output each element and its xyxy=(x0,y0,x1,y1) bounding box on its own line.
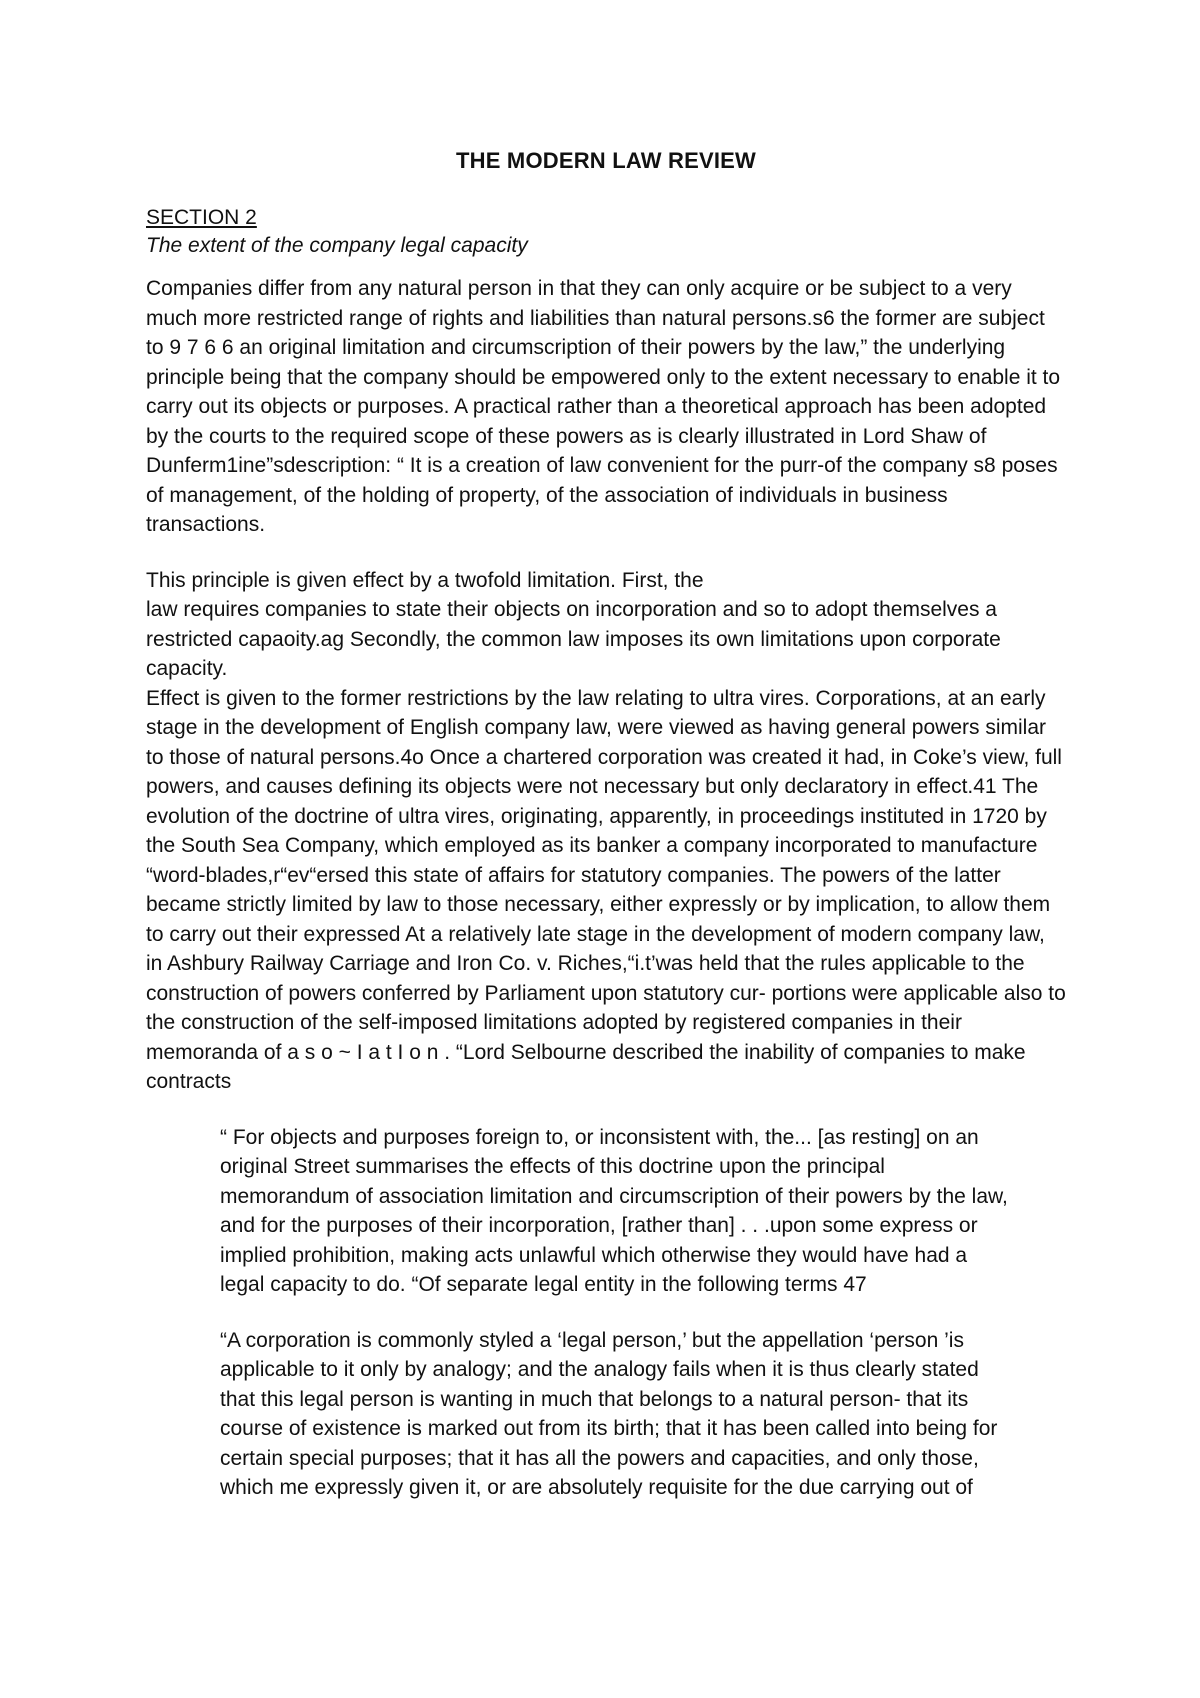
quote-spacer xyxy=(146,1300,1066,1326)
section-heading: SECTION 2 xyxy=(146,206,257,229)
block-quote-corporation: “A corporation is commonly styled a ‘legal person,’ but the appellation ‘person ’is applicable to it only by analogy; and the analogy fails when it is thus clearly stated that this legal person is wanting in much that belongs to a natural person- that its course of existence is marked out from its birth; that it has been called into being for certain special purposes; that it has all the powers and capacities, and only those, which me expressly given it, or are absolutely requisite for the due carrying out of xyxy=(220,1328,998,1499)
section-subtitle: The extent of the company legal capacity xyxy=(146,234,528,257)
paragraph-intro: Companies differ from any natural person in that they can only acquire or be subject to a very much more restricted range of rights and liabilities than natural persons.s6 the former are subject to 9 7 6 6 an original limitation and circumscription of their powers by the law,” the underlying principle being that the company should be empowered only to the extent necessary to enable it to carry out its objects or purposes. A practical rather than a theoretical approach has been adopted by the courts to the required scope of these powers as is clearly illustrated in Lord Shaw of Dunferm1ine”sdescription: “ It is a creation of law convenient for the purr-of the company s8 poses of management, of the holding of property, of the association of individuals in business transactions. xyxy=(146,277,1061,536)
document-page xyxy=(146,146,1066,1503)
paragraph-spacer xyxy=(146,540,1066,566)
paragraph-principle: This principle is given effect by a twofold limitation. First, the xyxy=(146,568,704,592)
quote-spacer xyxy=(146,1097,1066,1123)
paragraph-limitation: law requires companies to state their objects on incorporation and so to adopt themselves a restricted capaoity.ag Secondly, the common law imposes its own limitations upon corporate capacity. xyxy=(146,598,1001,680)
block-quote-selbourne: “ For objects and purposes foreign to, or inconsistent with, the... [as resting] on an original Street summarises the effects of this doctrine upon the principal memorandum of association limitation and circumscription of their powers by the law, and for the purposes of their incorporation, [rather than] . . .upon some express or implied prohibition, making acts unlawful which otherwise they would have had a legal capacity to do. “Of separate legal entity in the following terms 47 xyxy=(220,1125,1008,1296)
document-title: THE MODERN LAW REVIEW xyxy=(456,148,756,173)
paragraph-ultra-vires: Effect is given to the former restrictions by the law relating to ultra vires. Corporations, at an early stage in the development of English company law, were viewed as having general powers similar to those of natural persons.4o Once a chartered corporation was created it had, in Coke’s view, full powers, and causes defining its objects were not necessary but only declaratory in effect.41 The evolution of the doctrine of ultra vires, originating, apparently, in proceedings instituted in 1720 by the South Sea Company, which employed as its banker a company incorporated to manufacture “word-blades,r“ev“ersed this state of affairs for statutory companies. The powers of the latter became strictly limited by law to those necessary, either expressly or by implication, to allow them to carry out their expressed At a relatively late stage in the development of modern company law, in Ashbury Railway Carriage and Iron Co. v. Riches,“i.t’was held that the rules applicable to the construction of powers conferred by Parliament upon statutory cur- portions were applicable also to the construction of the self-imposed limitations adopted by registered companies in their memoranda of a s o ~ I a t I o n . “Lord Selbourne described the inability of companies to make contracts xyxy=(146,686,1066,1093)
